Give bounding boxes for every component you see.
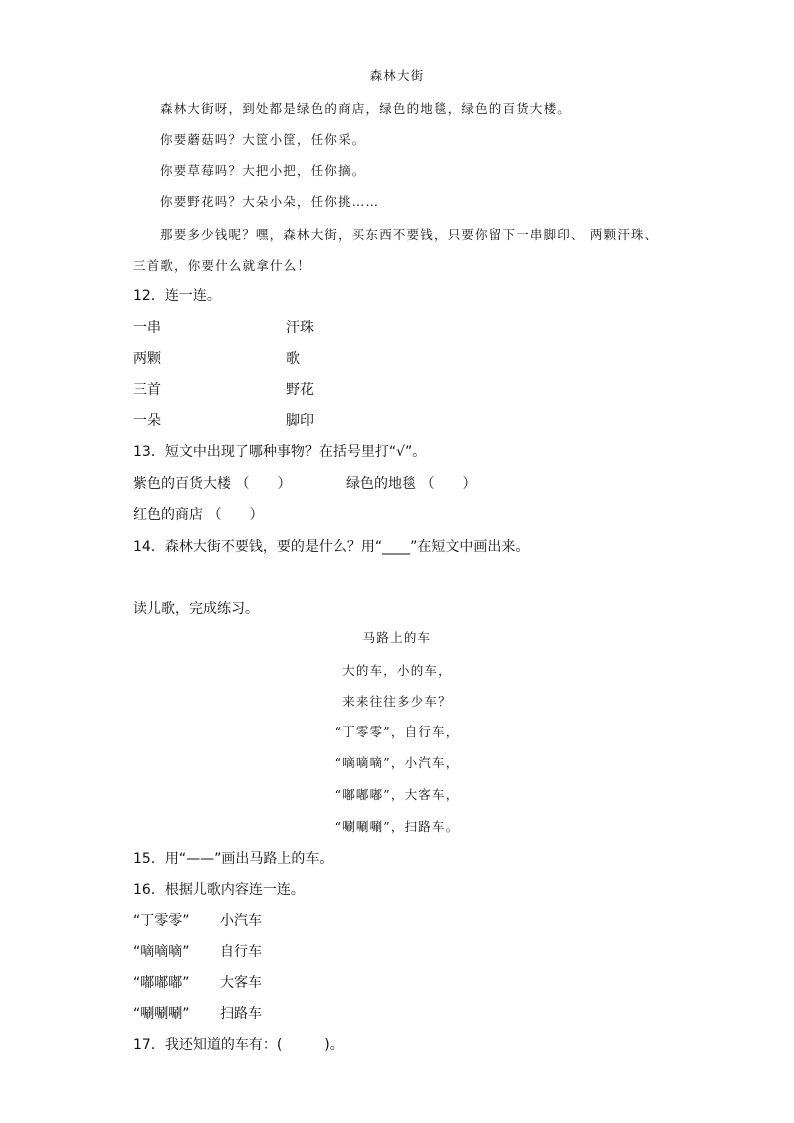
section-intro: 读儿歌，完成练习。: [133, 601, 259, 617]
match-left-item: 三首: [133, 382, 161, 398]
question-16: 16．根据儿歌内容连一连。: [133, 882, 305, 898]
match-left-item: 一串: [133, 320, 161, 336]
choice-option: 紫色的百货大楼 （ ）: [133, 476, 292, 492]
choice-option: 绿色的地毯 （ ）: [346, 476, 477, 492]
passage-line: 三首歌，你要什么就拿什么！: [133, 258, 312, 273]
question-12: 12．连一连。: [133, 288, 221, 304]
poem-line: 来来往往多少车？: [342, 694, 452, 709]
match-left-item: “嘀嘀嘀”: [133, 944, 190, 960]
poem-line: “嘟嘟嘟”，大客车，: [334, 787, 460, 802]
match-right-item: 汗珠: [286, 320, 314, 336]
match-right-item: 自行车: [220, 944, 262, 960]
passage-line: 你要蘑菇吗？大筐小筐，任你采。: [160, 132, 366, 147]
passage-line: 森林大街呀，到处都是绿色的商店，绿色的地毯，绿色的百货大楼。: [160, 101, 572, 116]
match-left-item: “唰唰唰”: [133, 1006, 190, 1022]
poem-line: “唰唰唰”，扫路车。: [334, 819, 460, 834]
passage-line: 你要草莓吗？大把小把，任你摘。: [160, 163, 366, 178]
match-right-item: 大客车: [220, 975, 262, 991]
poem-line: 大的车，小的车，: [342, 663, 452, 678]
passage-title: 森林大街: [369, 68, 425, 83]
match-left-item: “嘟嘟嘟”: [133, 975, 190, 991]
match-right-item: 脚印: [286, 413, 314, 429]
match-right-item: 歌: [286, 351, 300, 367]
poem-line: “嘀嘀嘀”，小汽车，: [334, 755, 460, 770]
poem-line: “丁零零”，自行车，: [334, 724, 460, 739]
question-14: 14．森林大街不要钱，要的是什么？用“____”在短文中画出来。: [133, 539, 530, 555]
match-left-item: “丁零零”: [133, 913, 190, 929]
question-13: 13．短文中出现了哪种事物？在括号里打“√”。: [133, 444, 427, 460]
match-left-item: 两颗: [133, 351, 161, 367]
question-17: 17．我还知道的车有：( )。: [133, 1037, 344, 1053]
poem-title: 马路上的车: [362, 630, 432, 645]
match-right-item: 小汽车: [220, 913, 262, 929]
question-15: 15．用“——”画出马路上的车。: [133, 851, 334, 867]
match-right-item: 野花: [286, 382, 314, 398]
passage-line: 那要多少钱呢？嘿，森林大街，买东西不要钱，只要你留下一串脚印、 两颗汗珠、: [160, 227, 659, 242]
match-right-item: 扫路车: [220, 1006, 262, 1022]
match-left-item: 一朵: [133, 413, 161, 429]
choice-option: 红色的商店 （ ）: [133, 507, 264, 523]
passage-line: 你要野花吗？大朵小朵，任你挑……: [160, 194, 380, 209]
